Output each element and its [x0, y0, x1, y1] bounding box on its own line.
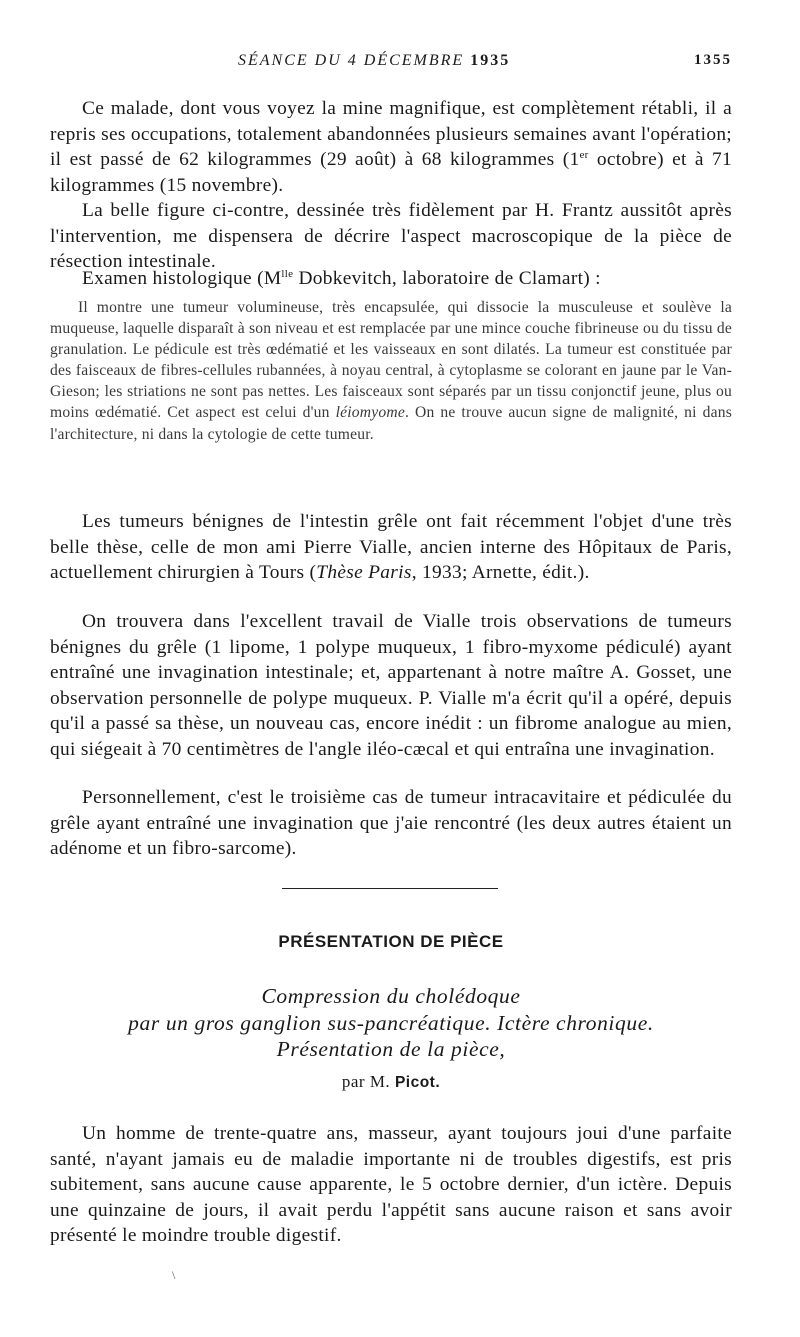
paragraph-weight-recovery: [50, 96, 732, 198]
section-divider: [282, 888, 498, 889]
benign-tumors-text: Les tumeurs bénignes de l'intestin grêle ont fait récemment l'objet d'une très belle thèse, celle de mon ami Pierre Vialle, ancien interne des Hôpitaux de Paris, actuellement chirurgien à Tours (: [50, 511, 732, 584]
paragraph-text-cont: octobre) et à 71 kilogrammes (15 novembre).: [50, 149, 732, 196]
byline: [50, 1072, 732, 1092]
superscript: er: [579, 149, 589, 162]
article-title: [50, 983, 732, 1063]
running-title: [238, 52, 510, 70]
byline-author: Picot.: [394, 1074, 441, 1091]
article-title-line-1: Compression du cholédoque: [261, 984, 521, 1008]
histology-report-text: Il montre une tumeur volumineuse, très encapsulée, qui dissocie la musculeuse et soulève la muqueuse, laquelle disparaît à son niveau et est remplacée par une mince couche fibrineuse ou du tissu de granulation. Le pédicule est très œdématié et les vaisseaux en sont dilatés. La tumeur est constituée par des faisceaux de fibres-cellules rubannées, à noyau central, à cytoplasme se colorant en jaune par le Van-Gieson; les striations ne sont pas nettes. Les faisceaux sont séparés par un tissu conjonctif jeune, plus ou moins œdématié. Cet aspect est celui d'un: [50, 299, 732, 422]
histology-report: [50, 297, 732, 445]
paragraph-benign-tumors: [50, 509, 732, 586]
running-title-text: SÉANCE DU 4 DÉCEMBRE: [238, 52, 465, 69]
article-title-line-3: Présentation de la pièce,: [276, 1037, 506, 1061]
histology-intro-text-cont: Dobkevitch, laboratoire de Clamart) :: [293, 268, 601, 289]
running-header: [50, 52, 732, 74]
histology-report-text-cont: . On ne trouve aucun signe de malignité, ni dans l'architecture, ni dans la cytologie de cette tumeur.: [50, 404, 732, 443]
thesis-reference: Thèse Paris: [316, 562, 412, 584]
paragraph-vialle-observations: On trouvera dans l'excellent travail de Vialle trois observations de tumeurs bénignes du grêle (1 lipome, 1 polype muqueux, 1 fibro-myxome pédiculé) ayant entraîné une invagination intestinale; et, appartenant à notre maître A. Gosset, une observation personnelle de polype muqueux. P. Vialle m'a écrit qu'il a opéré, depuis qu'il a passé sa thèse, un nouveau cas, encore inédit : un fibrome analogue au mien, qui siégeait à 70 centimètres de l'angle iléo-cæcal et qui entraîna une invagination.: [50, 611, 732, 760]
byline-prefix: par M.: [341, 1072, 391, 1091]
page-number: 1355: [694, 52, 732, 68]
section-heading: PRÉSENTATION DE PIÈCE: [278, 932, 504, 951]
paragraph-histology-intro: [50, 266, 732, 292]
running-title-year: 1935: [470, 52, 511, 69]
superscript: lle: [281, 268, 294, 280]
paragraph-text: Ce malade, dont vous voyez la mine magnifique, est complètement rétabli, il a repris ses occupations, totalement abandonnées plusieurs semaines avant l'opération; il est passé de 62 kilogrammes (29 août) à 68 kilogrammes (1: [50, 98, 732, 171]
histology-diagnosis: léiomyome: [335, 404, 405, 422]
paragraph-figure-note: La belle figure ci-contre, dessinée très fidèlement par H. Frantz aussitôt après l'intervention, me dispensera de décrire l'aspect macroscopique de la pièce de résection intestinale.: [50, 200, 732, 273]
stray-mark: \: [172, 1268, 176, 1282]
paragraph-personal-cases: Personnellement, c'est le troisième cas de tumeur intracavitaire et pédiculée du grêle ayant entraîné une invagination que j'aie rencontré (les deux autres étaient un adénome et un fibro-sarcome).: [50, 787, 732, 860]
benign-tumors-text-cont: , 1933; Arnette, édit.).: [411, 562, 590, 584]
article-title-line-2: par un gros ganglion sus-pancréatique. Ictère chronique.: [128, 1010, 654, 1035]
paragraph-case-history: Un homme de trente-quatre ans, masseur, ayant toujours joui d'une parfaite santé, n'ayant jamais eu de maladie importante ni de troubles digestifs, est pris subitement, sans aucune cause apparente, le 5 octobre dernier, d'un ictère. Depuis une quinzaine de jours, il avait perdu l'appétit sans aucune raison et sans avoir présenté le moindre trouble digestif.: [50, 1123, 732, 1247]
histology-intro-text: Examen histologique (M: [82, 268, 282, 289]
